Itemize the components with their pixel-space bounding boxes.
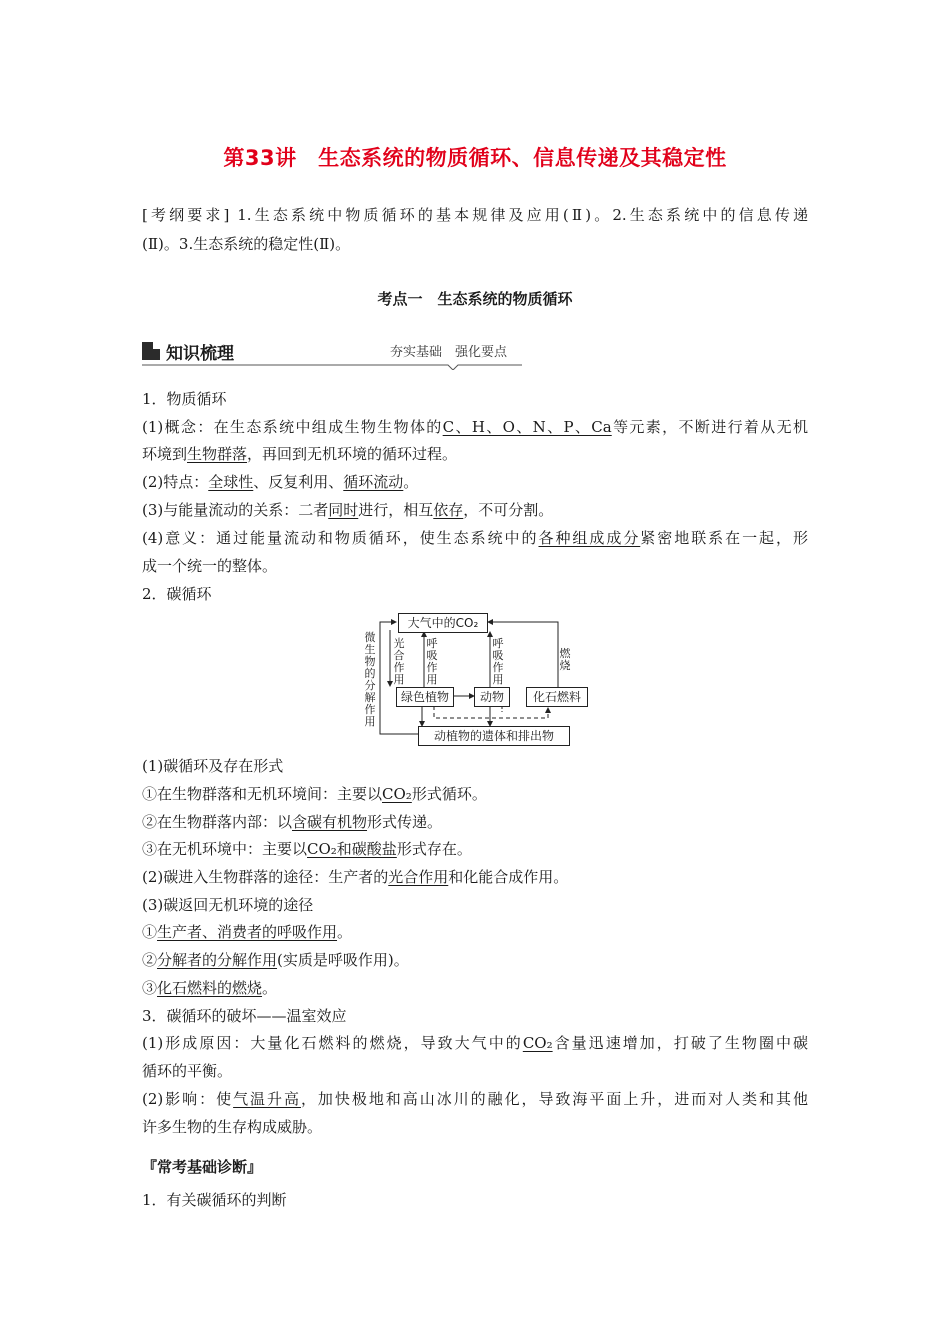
p2-j2 <box>142 950 409 970</box>
p3-cause-line-2: 循环的平衡。 <box>142 1062 233 1080</box>
p2-i3 <box>142 839 472 859</box>
text-span: (2)特点： <box>142 473 209 491</box>
p3-effect-line-1 <box>142 1089 808 1109</box>
diagnosis-badge: 『常考基础诊断』 <box>142 1158 263 1176</box>
p3-cause-line-1 <box>142 1033 808 1053</box>
p1-features <box>142 472 418 492</box>
knowledge-bar-subtitle: 夯实基础 强化要点 <box>390 345 508 360</box>
answer-community: 生物群落 <box>187 445 248 463</box>
text-span: 紧密地联系在一起，形 <box>640 529 808 547</box>
burning-label: 燃烧 <box>559 647 571 672</box>
text-span: 环境到 <box>142 445 188 463</box>
answer-dependent: 依存 <box>433 501 464 519</box>
text-span: ，加快极地和高山冰川的融化，导致海平面上升，进而对人类和其他 <box>300 1090 808 1108</box>
answer-respiration: 生产者、消费者的呼吸作用 <box>157 923 338 941</box>
animals-box: 动物 <box>474 687 510 707</box>
text-span: ② <box>142 951 158 969</box>
p1-relation <box>142 500 553 520</box>
p2-h1: (1)碳循环及存在形式 <box>142 757 284 775</box>
text-span: ③在无机环境中：主要以 <box>142 840 308 858</box>
p1-meaning-line-2: 成一个统一的整体。 <box>142 557 278 575</box>
text-span: 含量迅速增加，打破了生物圈中碳 <box>552 1034 808 1052</box>
text-span: (2)影响：使 <box>142 1090 234 1108</box>
plant-respiration-label: 呼吸作用 <box>426 637 438 686</box>
p1-concept-line-1 <box>142 417 808 437</box>
answer-cycling: 循环流动 <box>343 473 404 491</box>
p2-h3: (3)碳返回无机环境的途径 <box>142 896 314 914</box>
remains-box: 动植物的遗体和排出物 <box>418 726 570 746</box>
text-span: ③ <box>142 979 158 997</box>
atmosphere-co2-box: 大气中的CO₂ <box>398 613 488 633</box>
p2-h2 <box>142 867 568 887</box>
question-1-head: 1．有关碳循环的判断 <box>142 1191 287 1209</box>
text-span: 。 <box>262 979 278 997</box>
answer-simultaneous: 同时 <box>328 501 359 519</box>
p2-j3 <box>142 978 277 998</box>
answer-co2: CO₂ <box>382 785 412 803</box>
text-span: 形式传递。 <box>367 813 443 831</box>
p3-effect-line-2: 许多生物的生存构成威胁。 <box>142 1118 323 1136</box>
text-span: ①在生物群落和无机环境间：主要以 <box>142 785 383 803</box>
answer-global: 全球性 <box>208 473 254 491</box>
text-span: 和化能合成作用。 <box>448 868 569 886</box>
requirements-line-1 <box>142 205 808 225</box>
answer-photosynthesis: 光合作用 <box>388 868 449 886</box>
answer-components: 各种组成成分 <box>538 529 641 547</box>
text-span: (1)概念：在生态系统中组成生物生物体的 <box>142 418 443 436</box>
text-span: 形式存在。 <box>396 840 472 858</box>
requirements-label: [考纲要求] <box>142 206 230 224</box>
answer-organic: 含碳有机物 <box>292 813 368 831</box>
text-span: (3)与能量流动的关系：二者 <box>142 501 329 519</box>
text-span: 、反复利用、 <box>253 473 344 491</box>
fossil-fuel-box: 化石燃料 <box>526 687 588 707</box>
text-span: (2)碳进入生物群落的途径：生产者的 <box>142 868 389 886</box>
text-span: (1)形成原因：大量化石燃料的燃烧，导致大气中的 <box>142 1034 523 1052</box>
p2-i1 <box>142 784 487 804</box>
carbon-cycle-diagram <box>362 608 588 748</box>
text-span: 形式循环。 <box>411 785 487 803</box>
text-span: 。 <box>403 473 419 491</box>
p2-head: 2．碳循环 <box>142 585 212 603</box>
answer-combustion: 化石燃料的燃烧 <box>157 979 263 997</box>
text-span: (实质是呼吸作用)。 <box>277 951 409 969</box>
answer-carbonate: CO₂和碳酸盐 <box>307 840 397 858</box>
photosynthesis-label: 光合作用 <box>393 637 405 686</box>
knowledge-bar <box>142 338 522 370</box>
knowledge-bar-title: 知识梳理 <box>166 344 234 364</box>
text-span: ，再回到无机环境的循环过程。 <box>247 445 458 463</box>
p3-head: 3．碳循环的破坏——温室效应 <box>142 1007 347 1025</box>
knowledge-bar-square-icon <box>142 342 160 360</box>
text-span: ① <box>142 923 158 941</box>
answer-co2: CO₂ <box>522 1034 553 1052</box>
p1-head: 1．物质循环 <box>142 390 227 408</box>
p1-meaning-line-1 <box>142 528 808 548</box>
answer-decomposition: 分解者的分解作用 <box>157 951 278 969</box>
p2-i2 <box>142 812 442 832</box>
page-title: 第33讲 生态系统的物质循环、信息传递及其稳定性 <box>223 146 727 170</box>
requirements-line-2: (Ⅱ)。3.生态系统的稳定性(Ⅱ)。 <box>142 235 351 253</box>
green-plants-box: 绿色植物 <box>396 687 454 707</box>
requirements-text-1: 1.生态系统中物质循环的基本规律及应用(Ⅱ)。2.生态系统中的信息传递 <box>237 206 808 224</box>
answer-warming: 气温升高 <box>233 1090 301 1108</box>
text-span: (4)意义：通过能量流动和物质循环，使生态系统中的 <box>142 529 539 547</box>
animal-respiration-label: 呼吸作用 <box>492 637 504 686</box>
text-span: ，不可分割。 <box>463 501 554 519</box>
decomposition-label: 微生物的分解作用 <box>364 631 376 728</box>
p1-concept-line-2 <box>142 444 457 464</box>
text-span: 进行，相互 <box>358 501 434 519</box>
text-span: ②在生物群落内部：以 <box>142 813 293 831</box>
text-span: 。 <box>337 923 353 941</box>
p2-j1 <box>142 922 352 942</box>
answer-elements: C、H、O、N、P、Ca <box>442 418 612 436</box>
text-span: 等元素，不断进行着从无机 <box>611 418 808 436</box>
section-heading: 考点一 生态系统的物质循环 <box>377 290 573 308</box>
